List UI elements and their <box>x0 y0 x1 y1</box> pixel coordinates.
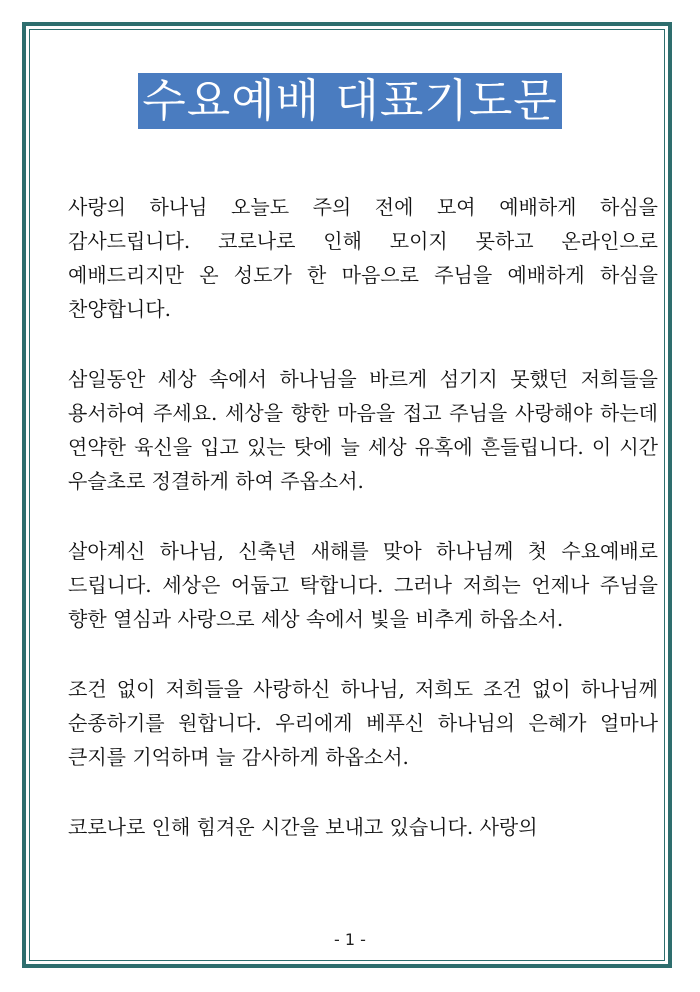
paragraph-1: 사랑의 하나님 오늘도 주의 전에 모여 예배하게 하심을 감사드립니다. 코로나로 인해 모이지 못하고 온라인으로 예배드리지만 온 성도가 한 마음으로 주님을 예배하게 하심을 찬양합니다. <box>68 195 658 321</box>
paragraph-4: 조건 없이 저희들을 사랑하신 하나님, 저희도 조건 없이 하나님께 순종하기를 원합니다. 우리에게 베푸신 하나님의 은혜가 얼마나 큰지를 기억하며 늘 감사하게 하옵소서. <box>68 677 658 769</box>
document-title: 수요예배 대표기도문 <box>138 73 562 129</box>
paragraph-5: 코로나로 인해 힘겨운 시간을 보내고 있습니다. 사랑의 <box>68 815 538 839</box>
page-number: - 1 - <box>334 930 366 949</box>
paragraph-2: 삼일동안 세상 속에서 하나님을 바르게 섬기지 못했던 저희들을 용서하여 주세요. 세상을 향한 마음을 접고 주님을 사랑해야 하는데 연약한 육신을 입고 있는 탓에 늘 세상 유혹에 흔들립니다. 이 시간 우슬초로 정결하게 하여 주옵소서. <box>68 367 658 493</box>
document-body <box>68 190 658 880</box>
paragraph-3: 살아계신 하나님, 신축년 새해를 맞아 하나님께 첫 수요예배로 드립니다. 세상은 어둡고 탁합니다. 그러나 저희는 언제나 주님을 향한 열심과 사랑으로 세상 속에서 빛을 비추게 하옵소서. <box>68 539 658 631</box>
title-container <box>0 73 700 129</box>
